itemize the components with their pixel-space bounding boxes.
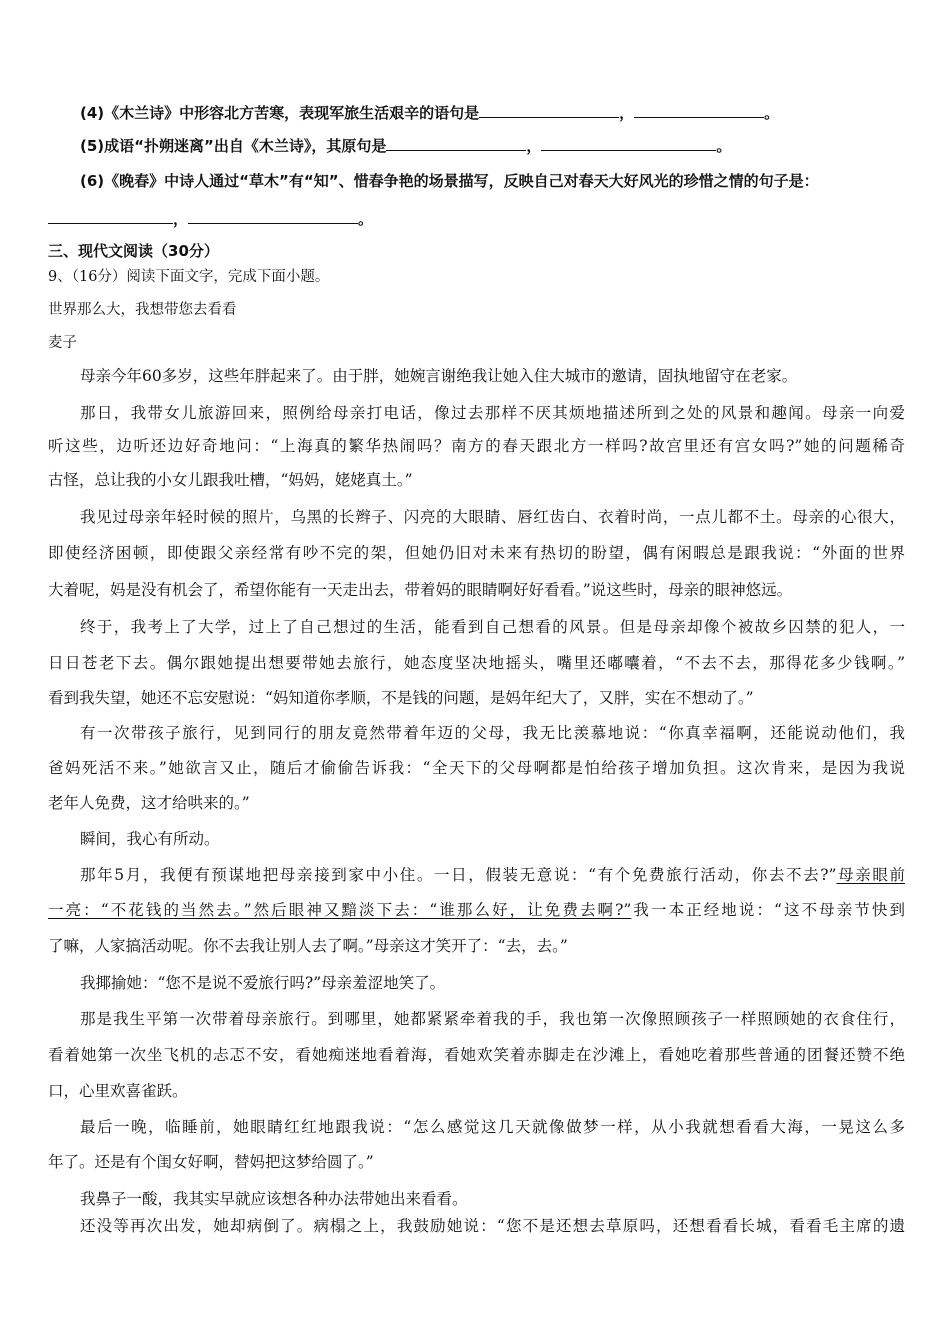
question-5 (80, 136, 905, 156)
text-line: 看着她第一次坐飞机的忐忑不安，看她痴迷地看着海，看她欢笑着赤脚走在沙滩上，看她吃着那些普通的团餐还赞不绝 (48, 1046, 905, 1064)
answer-blank[interactable] (386, 136, 526, 151)
answer-blank[interactable] (479, 103, 619, 118)
text-segment: 那年5月，我便有预谋地把母亲接到家中小住。一日，假装无意说：“有个免费旅行活动，你去不去?” (80, 866, 837, 884)
text-line: 即使经济困顿，即使跟父亲经常有吵不完的架，但她仍旧对未来有热切的盼望，偶有闲暇总是跟我说：“外面的世界 (48, 544, 905, 562)
article-author: 麦子 (48, 335, 77, 351)
answer-blank[interactable] (634, 103, 764, 118)
text-line: 口，心里欢喜雀跃。 (48, 1082, 188, 1100)
underlined-segment: 一亮：“不花钱的当然去。”然后眼神又黯淡下去：“谁那么好，让免费去啊?” (48, 901, 632, 919)
text-segment: 我一本正经地说：“这不母亲节快到 (631, 901, 905, 919)
text-line (80, 865, 905, 885)
text-line: 那日，我带女儿旅游回来，照例给母亲打电话，像过去那样不厌其烦地描述所到之处的风景和趣闻。母亲一向爱 (80, 404, 905, 422)
answer-blank[interactable] (188, 209, 358, 224)
text-line: 瞬间，我心有所动。 (80, 830, 220, 848)
text-line: 日日苍老下去。偶尔跟她提出想要带她去旅行，她态度坚决地摇头，嘴里还嘟囔着，“不去不去，那得花多少钱啊。” (48, 654, 905, 672)
text-line: 听这些，边听还边好奇地问：“上海真的繁华热闹吗？南方的春天跟北方一样吗?故宫里还有宫女吗?”她的问题稀奇 (48, 437, 905, 455)
separator: ， (619, 104, 635, 122)
text-line: 年了。还是有个闺女好啊，替妈把这梦给圆了。” (48, 1153, 374, 1171)
text-line: 爸妈死活不来。”她欲言又止，随后才偷偷告诉我：“全天下的父母啊都是怕给孩子增加负担。这次肯来，是因为我说 (48, 759, 905, 777)
end-mark: 。 (358, 210, 374, 228)
article-title: 世界那么大，我想带您去看看 (48, 302, 237, 318)
text-line: 有一次带孩子旅行，见到同行的朋友竟然带着年迈的父母，我无比羡慕地说：“你真幸福啊，还能说动他们，我 (80, 724, 905, 742)
end-mark: 。 (716, 137, 732, 155)
question-6 (80, 171, 905, 191)
question-text: (5)成语“扑朔迷离”出自《木兰诗》，其原句是 (80, 137, 387, 155)
text-line: 看到我失望，她还不忘安慰说：“妈知道你孝顺，不是钱的问题，是妈年纪大了，又胖，实在不想动了。” (48, 689, 754, 707)
question-6-blanks (48, 209, 905, 229)
underlined-segment: 母亲眼前 (836, 866, 905, 884)
text-line: 大着呢，妈是没有机会了，希望你能有一天走出去，带着妈的眼睛啊好好看看。”说这些时，母亲的眼神悠远。 (48, 581, 793, 599)
question-text: (4)《木兰诗》中形容北方苦寒，表现军旅生活艰辛的语句是 (80, 104, 480, 122)
text-line (48, 900, 905, 920)
text-line: 我鼻子一酸，我其实早就应该想各种办法带她出来看看。 (80, 1190, 468, 1208)
text-line: 古怪，总让我的小女儿跟我吐槽，“妈妈，姥姥真土。” (48, 471, 413, 489)
text-line: 终于，我考上了大学，过上了自己想过的生活，能看到自己想看的风景。但是母亲却像个被故乡囚禁的犯人，一 (80, 618, 905, 636)
text-line: 了嘛，人家搞活动呢。你不去我让别人去了啊。”母亲这才笑开了：“去，去。” (48, 937, 568, 955)
section-heading: 三、现代文阅读（30分） (48, 242, 219, 260)
answer-blank[interactable] (541, 136, 716, 151)
separator: ， (173, 210, 189, 228)
question-4 (80, 103, 905, 123)
text-line: 老年人免费，这才给哄来的。” (48, 794, 250, 812)
text-line: 我揶揄她：“您不是说不爱旅行吗?”母亲羞涩地笑了。 (80, 974, 446, 992)
question-9-label: 9、（16分）阅读下面文字，完成下面小题。 (48, 269, 330, 285)
text-line: 母亲今年60多岁，这些年胖起来了。由于胖，她婉言谢绝我让她入住大城市的邀请，固执地留守在老家。 (80, 367, 798, 385)
separator: ， (526, 137, 542, 155)
text-line: 还没等再次出发，她却病倒了。病榻之上，我鼓励她说：“您不是还想去草原吗，还想看看长城，看看毛主席的遗 (80, 1217, 905, 1235)
end-mark: 。 (764, 104, 780, 122)
text-line: 最后一晚，临睡前，她眼睛红红地跟我说：“怎么感觉这几天就像做梦一样，从小我就想看看大海，一晃这么多 (80, 1118, 905, 1136)
question-text: (6)《晚春》中诗人通过“草木”有“知”、惜春争艳的场景描写，反映自己对春天大好风光的珍惜之情的句子是： (80, 172, 819, 190)
text-line: 我见过母亲年轻时候的照片，乌黑的长辫子、闪亮的大眼睛、唇红齿白、衣着时尚，一点儿都不土。母亲的心很大， (80, 508, 905, 526)
answer-blank[interactable] (48, 209, 173, 224)
text-line: 那是我生平第一次带着母亲旅行。到哪里，她都紧紧牵着我的手，我也第一次像照顾孩子一样照顾她的衣食住行， (80, 1010, 905, 1028)
